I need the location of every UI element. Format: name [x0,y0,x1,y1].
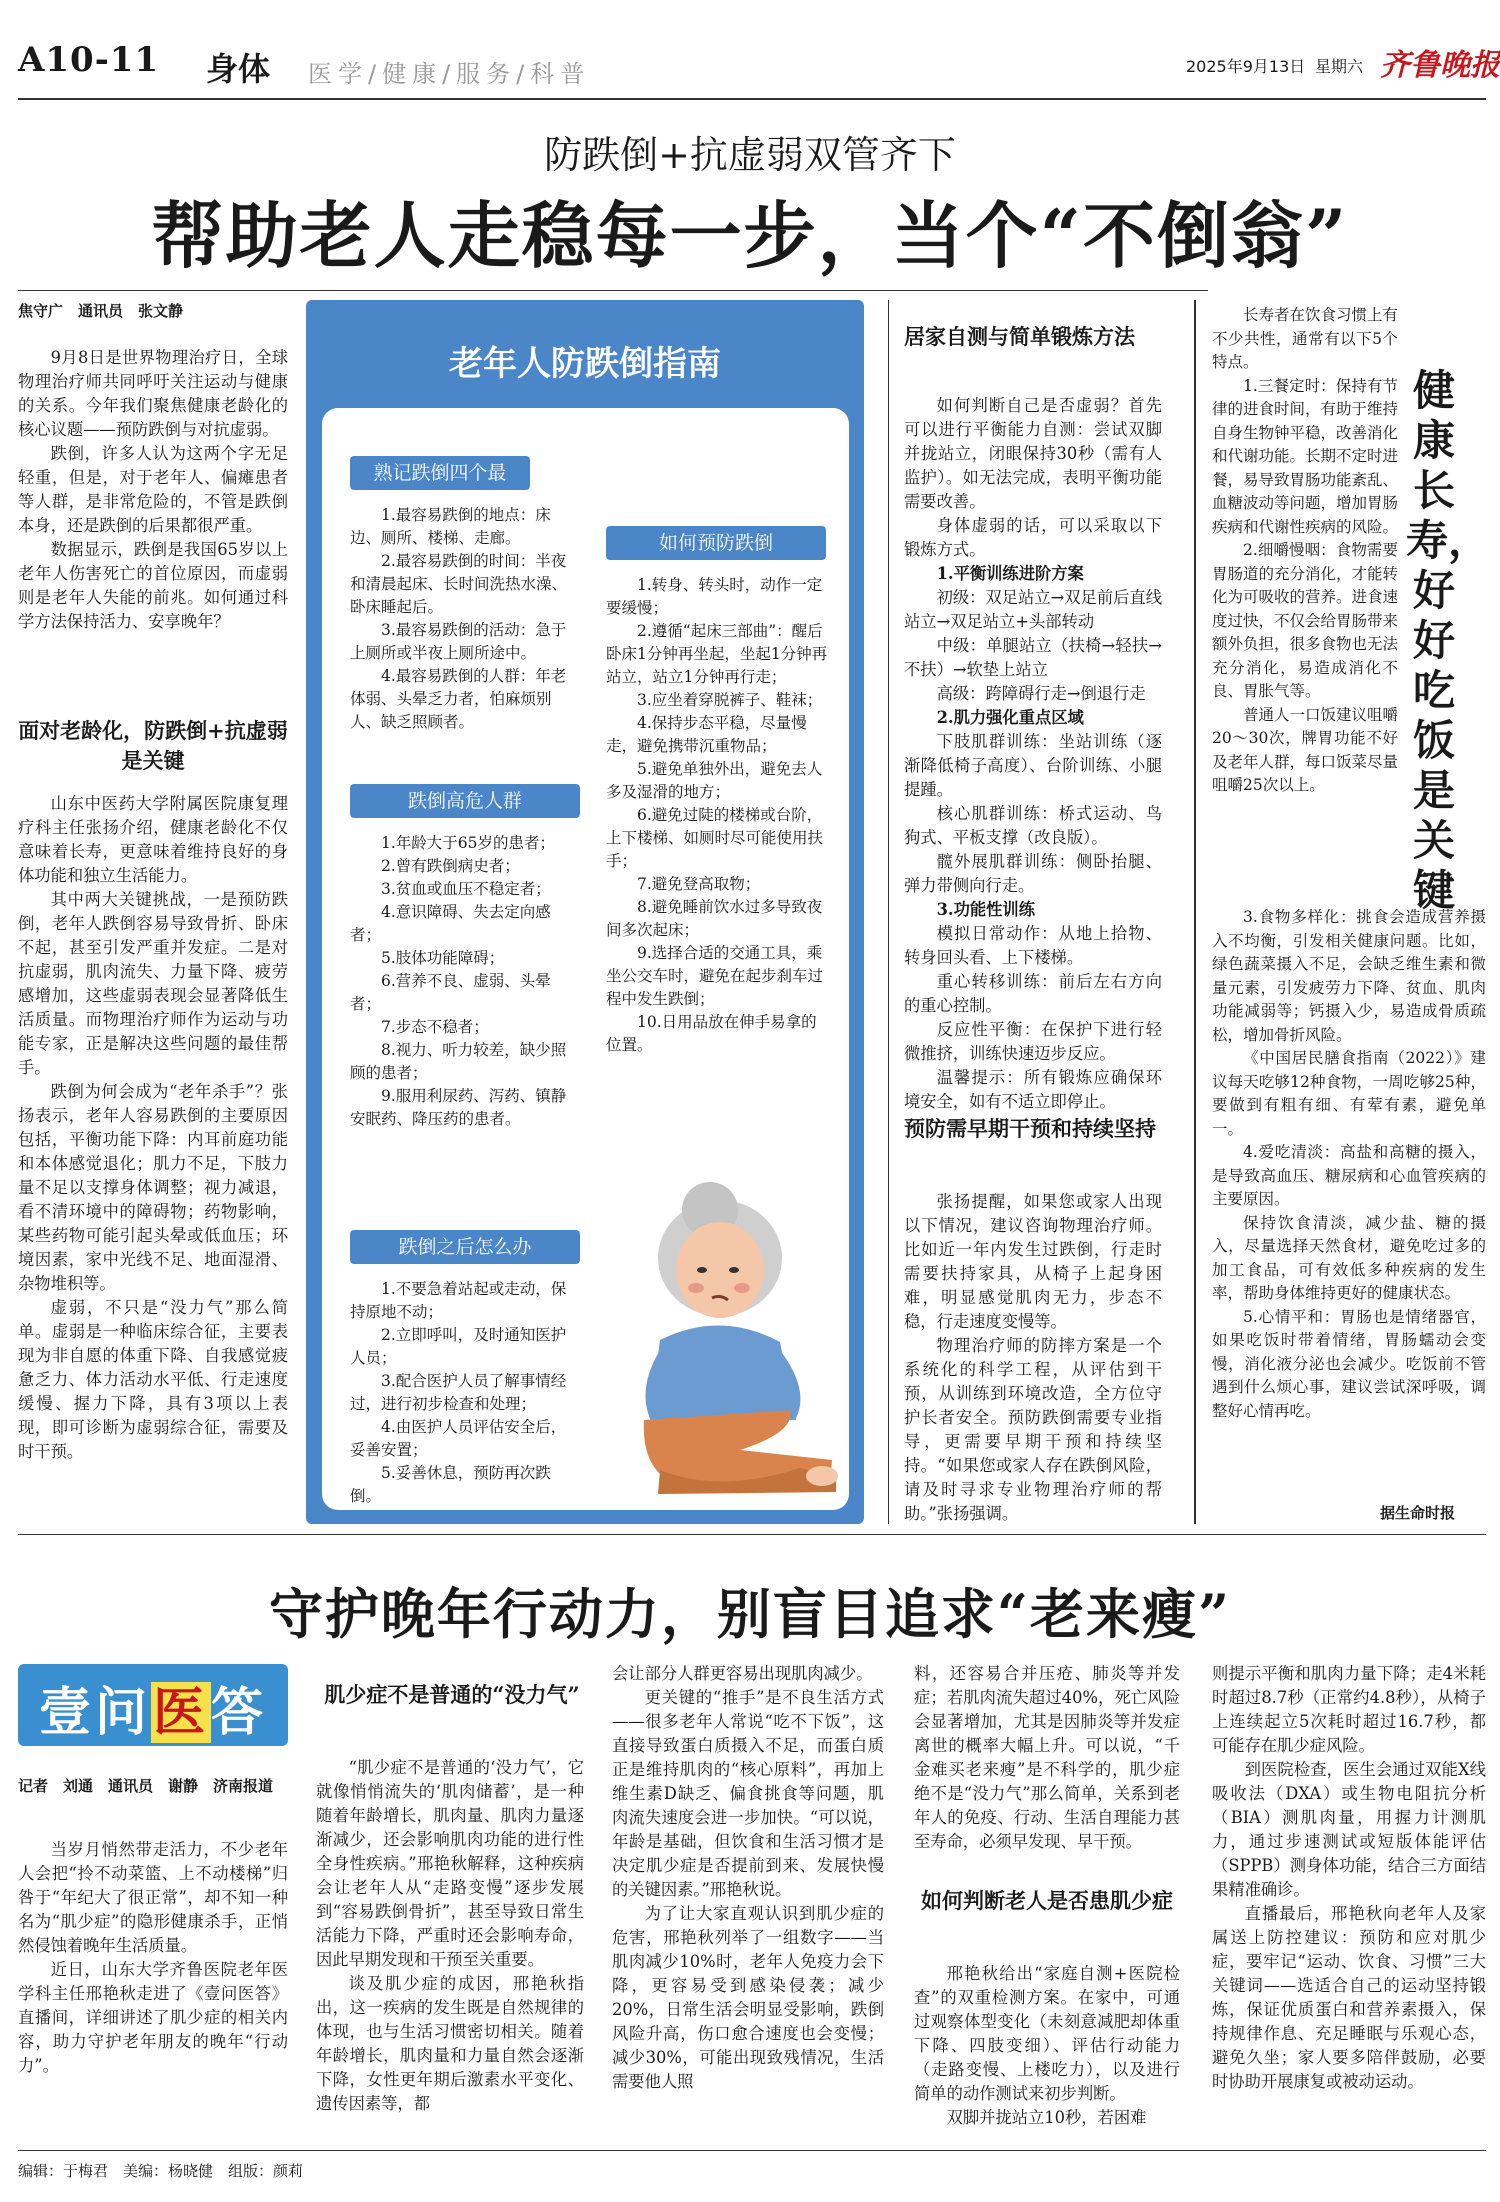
paragraph: 张扬提醒，如果您或家人出现以下情况，建议咨询物理治疗师。比如近一年内发生过跌倒，行走时需要扶持家具，从椅子上起身困难，明显感觉肌肉无力，步态不稳，行走速度变慢等。 [904,1192,1162,1331]
paragraph: 到医院检查，医生会通过双能X线吸收法（DXA）或生物电阻抗分析（BIA）测肌肉量，用握力计测肌力，通过步速测试或短版体能评估（SPPB）测身体功能，结合三方面结果精准确诊。 [1212,1760,1486,1899]
paragraph: 为了让大家直观认识到肌少症的危害，邢艳秋列举了一组数字——当肌肉减少10%时，老年人免疫力会下降，更容易受到感染侵袭；减少20%，日常生活会明显受影响，跌倒风险升高，伤口愈合速度也会变慢；减少30%，可能出现致残情况，生活需要他人照 [612,1904,884,2091]
paragraph: 2.细嚼慢咽：食物需要胃肠道的充分消化，才能转化为可吸收的营养。进食速度过快，不仅会给胃肠带来额外负担，很多食物也无法充分消化，易造成消化不良、胃胀气等。 [1212,541,1399,700]
guide-list-after-fall [350,1278,580,1508]
paragraph: 模拟日常动作：从地上拾物、转身回头看、上下楼梯。 [904,924,1162,967]
paragraph: 中级：单腿站立（扶椅→轻扶→不扶）→软垫上站立 [904,636,1162,679]
paragraph: 虚弱，不只是“没力气”那么简单。虚弱是一种临床综合征，主要表现为非自愿的体重下降、自我感觉疲惫乏力、体力活动水平低、行走速度缓慢、握力下降，具有3项以上表现，即可诊断为虚弱综合征，需要及时干预。 [18,1298,288,1461]
article1-col3-heading2: 预防需早期干预和持续坚持 [904,1116,1156,1141]
paragraph: 跌倒为何会成为“老年杀手”？张扬表示，老年人容易跌倒的主要原因包括，平衡功能下降：内耳前庭功能和本体感觉退化；肌力不足，下肢力量不足以支撑身体调整；视力减退，看不清环境中的障碍物；药物影响，某些药物可能引起头晕或低血压；环境因素，家中光线不足、地面湿滑、杂物堆积等。 [18,1082,288,1293]
paragraph: 反应性平衡：在保护下进行轻微推挤，训练快速迈步反应。 [904,1020,1162,1063]
paragraph: 1.三餐定时：保持有节律的进食时间，有助于维持自身生物钟平稳，改善消化和代谢功能。长期不定时进餐，易导致胃肠功能紊乱、血糖波动等问题，增加胃肠疾病和代谢性疾病的风险。 [1212,376,1399,536]
article2-col4-heading: 如何判断老人是否患肌少症 [921,1888,1173,1913]
sidebar-divider [1194,300,1196,1524]
article2-byline: 记者 刘通 通讯员 谢静 济南报道 [18,1777,274,1795]
guide-tag-prevention: 如何预防跌倒 [606,526,826,560]
sidebar-title: 健康长寿，好好吃饭是关键 [1406,366,1491,915]
article2-col2-heading: 肌少症不是普通的“没力气” [324,1682,580,1707]
article1-col1 [18,346,288,634]
list-item: 3.配合医护人员了解事情经过，进行初步检查和处理； [350,1372,567,1413]
paragraph: 温馨提示：所有锻炼应确保环境安全，如有不适立即停止。 [904,1068,1162,1111]
paragraph: 如何判断自己是否虚弱？首先可以进行平衡能力自测：尝试双脚并拢站立，闭眼保持30秒（需有人监护）。如无法完成，表明平衡功能需要改善。 [904,396,1162,511]
badge-word-1: 壹问 [38,1682,151,1743]
paragraph: 3.功能性训练 [936,900,1035,919]
article1-col3-heading: 居家自测与简单锻炼方法 [904,324,1135,349]
article2-col3 [612,1662,884,2094]
paragraph: 则提示平衡和肌肉力量下降；走4米耗时超过8.7秒（正常约4.8秒），从椅子上连续起立5次耗时超过16.7秒，都可能存在肌少症风险。 [1212,1664,1486,1755]
list-item: 4.意识障碍、失去定向感者； [350,903,551,944]
paragraph: 其中两大关键挑战，一是预防跌倒，老年人跌倒容易导致骨折、卧床不起，甚至引发严重并发症。二是对抗虚弱，肌肉流失、力量下降、疲劳感增加，这些虚弱表现会显著降低生活质量。而物理治疗师作为运动与功能专家，正是解决这些问题的最佳帮手。 [18,890,288,1077]
paragraph: 重心转移训练：前后左右方向的重心控制。 [904,972,1162,1015]
paragraph: 5.心情平和：胃肠也是情绪器官，如果吃饭时带着情绪，胃肠蠕动会变慢，消化液分泌也会减少。吃饭前不管遇到什么烦心事，建议尝试深呼吸，调整好心情再吃。 [1212,1307,1486,1420]
page-number: A10-11 [18,40,160,80]
list-item: 4.最容易跌倒的人群：年老体弱、头晕乏力者，怕麻烦别人、缺乏照顾者。 [350,667,567,731]
newspaper-logo: 齐鲁晚报 [1380,48,1500,83]
paragraph: “肌少症不是普通的‘没力气’，它就像悄悄流失的‘肌肉储蓄’，是一种随着年龄增长，肌肉量、肌肉力量逐渐减少，还会影响肌肉功能的进行性全身性疾病。”邢艳秋解释，这种疾病会让老年人从“走路变慢”逐步发展到“容易跌倒骨折”，甚至导致日常生活能力下降，严重时还会影响寿命，因此早期发现和干预至关重要。 [316,1758,584,1969]
paragraph: 双脚并拢站立10秒，若困难 [946,2108,1147,2127]
paragraph: 直播最后，邢艳秋向老年人及家属送上防控建议：预防和应对肌少症，要牢记“运动、饮食、习惯”三大关键词——选适合自己的运动坚持锻炼，保证优质蛋白和营养素摄入，保持规律作息、充足睡眠与乐观心态，避免久坐；家人要多陪伴鼓励，必要时协助开展康复或被动运动。 [1212,1904,1486,2091]
list-item: 4.保持步态平稳，尽量慢走，避免携带沉重物品； [606,714,807,755]
header-rule [18,98,1486,100]
section-rule [18,1534,1486,1535]
title-rule [18,290,1208,291]
list-item: 5.妥善休息，预防再次跌倒。 [350,1464,551,1505]
paragraph: 4.爱吃清淡：高盐和高糖的摄入，是导致高血压、糖尿病和心血管疾病的主要原因。 [1212,1143,1486,1208]
paragraph: 谈及肌少症的成因，邢艳秋指出，这一疾病的发生既是自然规律的体现，也与生活习惯密切相关。随着年龄增长，肌肉量和力量自然会逐渐下降，女性更年期后激素水平变化、遗传因素等，都 [316,1974,584,2113]
paragraph: 邢艳秋给出“家庭自测+医院检查”的双重检测方案。在家中，可通过观察体型变化（未刻意减肥却体重下降、四肢变细）、评估行动能力（走路变慢、上楼吃力），以及进行简单的动作测试来初步判断。 [914,1964,1180,2103]
paragraph: 《中国居民膳食指南（2022）》建议每天吃够12种食物，一周吃够25种，要做到有粗有细、有荤有素，避免单一。 [1212,1049,1486,1138]
list-item: 6.避免过陡的楼梯或台阶，上下楼梯、如厕时尽可能使用扶手； [606,806,824,870]
list-item: 9.服用利尿药、泻药、镇静安眠药、降压药的患者。 [350,1087,567,1128]
article2-col2 [316,1756,584,2116]
list-item: 2.立即呼叫，及时通知医护人员； [350,1326,567,1367]
paragraph: 身体虚弱的话，可以采取以下锻炼方式。 [904,516,1162,559]
sub-section: 医学/健康/服务/科普 [308,60,591,88]
guide-tag-after-fall: 跌倒之后怎么办 [350,1230,580,1264]
paragraph: 数据显示，跌倒是我国65岁以上老年人伤害死亡的首位原因，而虚弱则是老年人失能的前兆。如何通过科学方法保持活力、安享晚年？ [18,540,288,631]
badge-word-3: 答 [211,1682,268,1743]
article1-col1b [18,792,288,1464]
list-item: 10.日用品放在伸手易拿的位置。 [606,1013,817,1054]
list-item: 2.遵循“起床三部曲”：醒后卧床1分钟再坐起，坐起1分钟再站立，站立1分钟再行走； [606,622,828,686]
list-item: 4.由医护人员评估安全后，妥善安置； [350,1418,567,1459]
article1-col1-heading: 面对老龄化，防跌倒+抗虚弱是关键 [18,718,288,773]
paragraph: 长寿者在饮食习惯上有不少共性，通常有以下5个特点。 [1212,306,1399,371]
issue-weekday: 星期六 [1315,57,1364,76]
paragraph: 9月8日是世界物理治疗日，全球物理治疗师共同呼吁关注运动与健康的关系。今年我们聚焦健康老龄化的核心议题——预防跌倒与对抗虚弱。 [18,348,288,439]
paragraph: 会让部分人群更容易出现肌肉减少。 [612,1664,873,1683]
badge-word-2: 医 [152,1682,209,1743]
paragraph: 跌倒，许多人认为这两个字无足轻重，但是，对于老年人、偏瘫患者等人群，是非常危险的，不管是跌倒本身，还是跌倒的后果都很严重。 [18,444,288,535]
paragraph: 当岁月悄然带走活力，不少老年人会把“拎不动菜篮、上不动楼梯”归咎于“年纪大了很正常”，却不知一种名为“肌少症”的隐形健康杀手，正悄然侵蚀着晚年生活质量。 [18,1840,288,1955]
paragraph: 普通人一口饭建议咀嚼20～30次，牌胃功能不好及老年人群，每口饭菜尽量咀嚼25次以上。 [1212,705,1399,794]
list-item: 1.最容易跌倒的地点：床边、厕所、楼梯、走廊。 [350,506,551,547]
article2-col5 [1212,1662,1486,2094]
column-divider [888,300,889,1524]
list-item: 5.肢体功能障碍； [381,949,505,967]
paragraph: 髋外展肌群训练：侧卧抬腿、弹力带侧向行走。 [904,852,1162,895]
list-item: 8.视力、听力较差，缺少照顾的患者； [350,1041,567,1082]
article1-byline: 焦守广 通讯员 张文静 [18,302,184,320]
article1-subtitle: 防跌倒+抗虚弱双管齐下 [544,133,956,177]
article2-col1 [18,1838,288,2078]
list-item: 7.避免登高取物； [637,875,761,893]
guide-tag-high-risk: 跌倒高危人群 [350,784,580,818]
fallen-elderly-woman-illustration [600,1170,850,1500]
section-name: 身体 [206,50,271,88]
list-item: 9.选择合适的交通工具，乘坐公交车时，避免在起步刹车过程中发生跌倒； [606,944,824,1008]
article1-title: 帮助老人走稳每一步，当个“不倒翁” [151,193,1349,278]
article1-col3b [904,1190,1162,1526]
list-item: 3.应坐着穿脱裤子、鞋袜； [637,691,823,709]
list-item: 1.转身、转头时，动作一定要缓慢； [606,576,823,617]
guide-list-four-most [350,504,580,734]
list-item: 3.贫血或血压不稳定者； [381,880,551,898]
list-item: 2.曾有跌倒病史者； [381,857,520,875]
guide-list-high-risk [350,832,580,1131]
paragraph: 物理治疗师的防摔方案是一个系统化的科学工程，从评估到干预，从训练到环境改造，全方位守护长者安全。预防跌倒需要专业指导，更需要早期干预和持续坚持。“如果您或家人存在跌倒风险，请及时寻求专业物理治疗师的帮助。”张扬强调。 [904,1336,1162,1523]
list-item: 3.最容易跌倒的活动：急于上厕所或半夜上厕所途中。 [350,621,567,662]
list-item: 2.最容易跌倒的时间：半夜和清晨起床、长时间洗热水澡、卧床睡起后。 [350,552,568,616]
paragraph: 3.食物多样化：挑食会造成营养摄入不均衡，引发相关健康问题。比如，绿色蔬菜摄入不足，会缺乏维生素和微量元素，引发疲劳力下降、贫血、肌肉功能减弱等；钙摄入少，易造成骨质疏松，增加骨折风险。 [1212,908,1486,1044]
guide-tag-four-most: 熟记跌倒四个最 [350,456,530,490]
paragraph: 1.平衡训练进阶方案 [936,564,1084,583]
paragraph: 初级：双足站立→双足前后直线站立→双足站立+头部转动 [904,588,1162,631]
issue-date: 2025年9月13日 [1186,57,1306,76]
list-item: 1.不要急着站起或走动，保持原地不动； [350,1280,567,1321]
paragraph: 料，还容易合并压疮、肺炎等并发症；若肌肉流失超过40%，死亡风险会显著增加，尤其是因肺炎等并发症离世的概率大幅上升。可以说，“千金难买老来瘦”是不科学的，肌少症绝不是“没力气”那么简单，关系到老年人的免疫、行动、生活自理能力甚至寿命，必须早发现、早干预。 [914,1664,1180,1851]
paragraph: 山东中医药大学附属医院康复理疗科主任张扬介绍，健康老龄化不仅意味着长寿，更意味着维持良好的身体功能和独立生活能力。 [18,794,288,885]
paragraph: 核心肌群训练：桥式运动、鸟狗式、平板支撑（改良版）。 [904,804,1162,847]
article2-col4b [914,1962,1180,2130]
paragraph: 保持饮食清淡，减少盐、糖的摄入，尽量选择天然食材，避免吃过多的加工食品，可有效低多种疾病的发生率，帮助身体维持更好的健康状态。 [1212,1213,1486,1302]
list-item: 8.避免睡前饮水过多导致夜间多次起床； [606,898,823,939]
paragraph: 2.肌力强化重点区域 [936,708,1084,727]
paragraph: 近日，山东大学齐鲁医院老年医学科主任邢艳秋走进了《壹问医答》直播间，详细讲述了肌少症的相关内容，助力守护老年朋友的晚年“行动力”。 [18,1960,288,2075]
column-badge-label [18,1670,288,1745]
list-item: 1.年龄大于65岁的患者； [381,834,556,852]
paragraph: 更关键的“推手”是不良生活方式——很多老年人常说“吃不下饭”，这直接导致蛋白质摄入不足，而蛋白质正是维持肌肉的“核心原料”，再加上维生素D缺乏、偏食挑食等问题，肌肉流失速度会进一步加快。“可以说，年龄是基础，但饮食和生活习惯才是决定肌少症是否提前到来、发展快慢的关键因素。”邢艳秋说。 [612,1688,884,1899]
list-item: 7.步态不稳者； [381,1018,489,1036]
sidebar-source: 据生命时报 [1380,1504,1456,1522]
guide-list-prevention [606,574,828,1057]
sidebar-body [1212,304,1398,798]
sidebar-body-lower [1212,906,1486,1423]
article2-title: 守护晚年行动力，别盲目追求“老来瘦” [268,1582,1232,1646]
guide-title: 老年人防跌倒指南 [449,344,721,384]
article1-col3 [904,394,1162,1114]
list-item: 5.避免单独外出，避免去人多及湿滑的地方； [606,760,823,801]
paragraph: 高级：跨障碍行走→倒退行走 [936,684,1146,703]
paragraph: 下肢肌群训练：坐站训练（逐渐降低椅子高度）、台阶训练、小腿提踵。 [904,732,1162,799]
footer-credits: 编辑：于梅君 美编：杨晓健 组版：颜莉 [18,2162,304,2180]
article2-col4 [914,1662,1180,1854]
list-item: 6.营养不良、虚弱、头晕者； [350,972,551,1013]
footer-rule [18,2150,1486,2151]
